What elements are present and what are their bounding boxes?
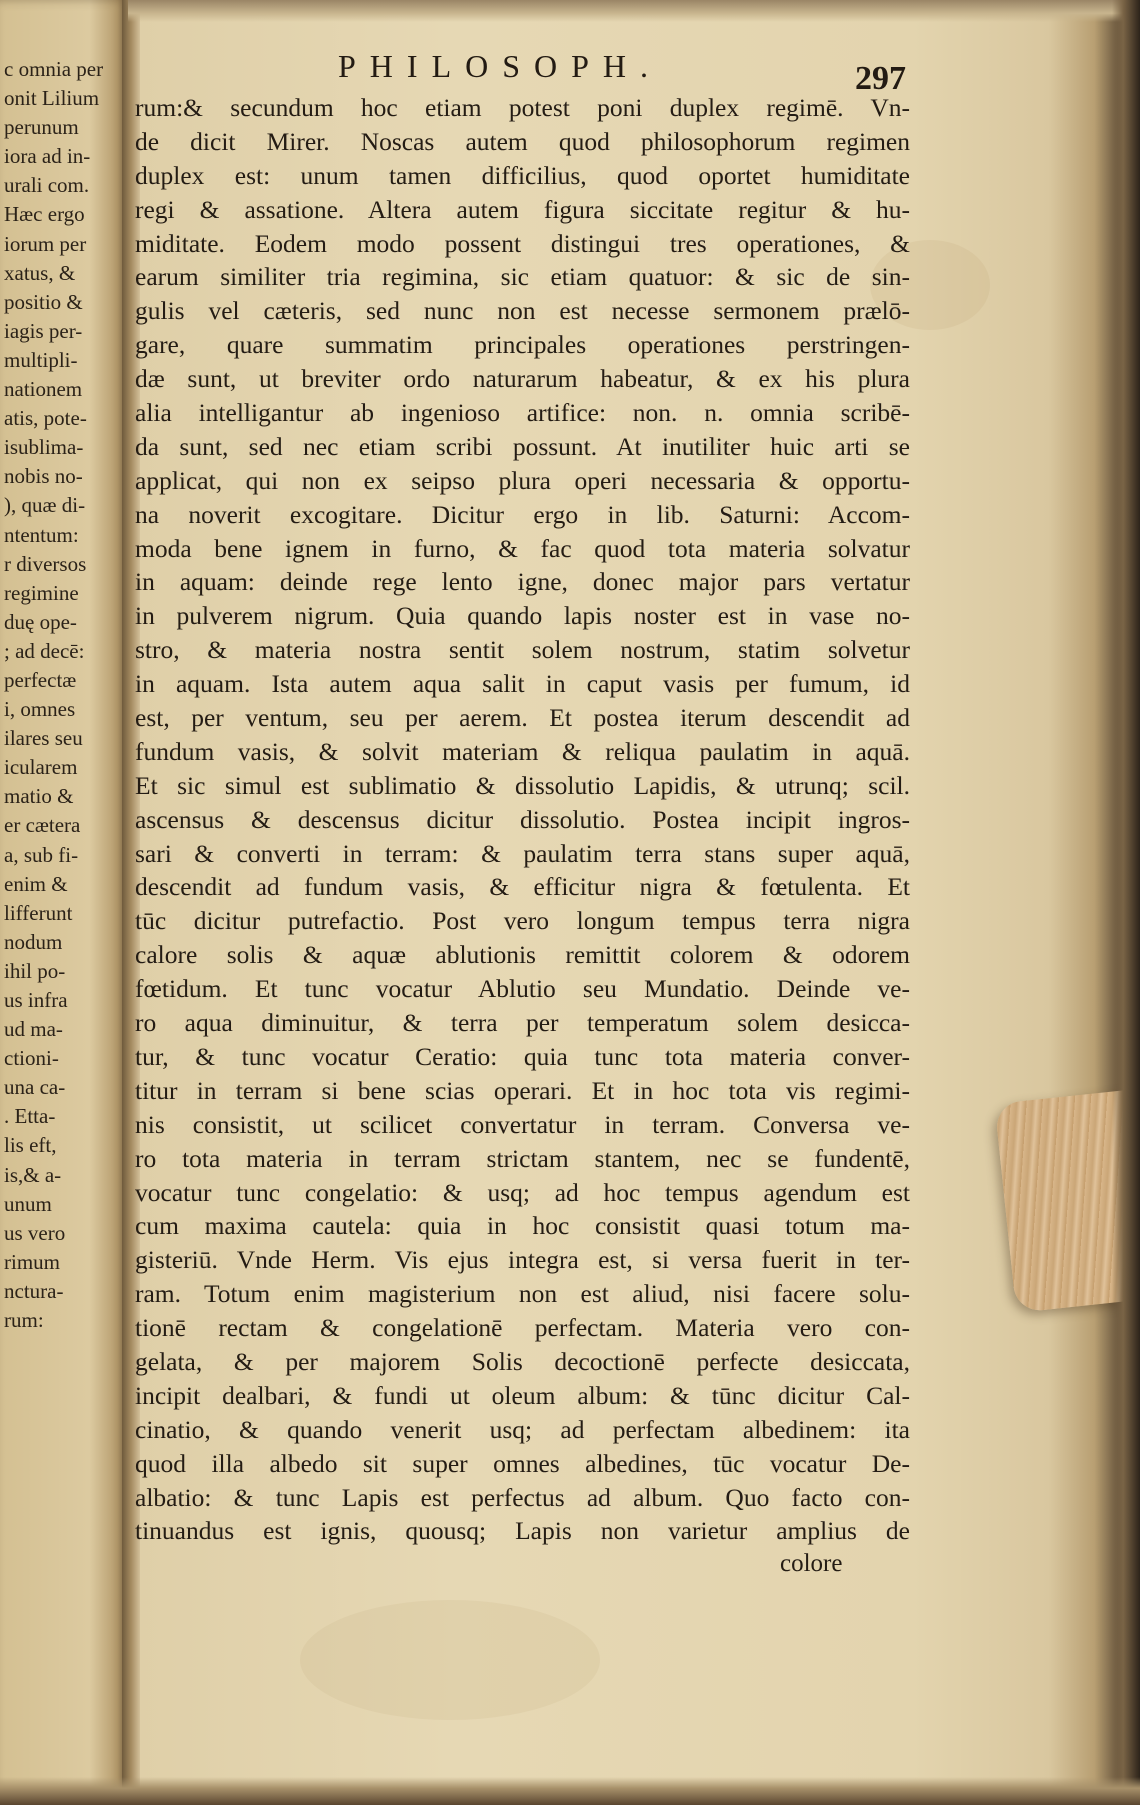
left-page-line: regimine bbox=[4, 580, 79, 605]
left-page-line: ihil po- bbox=[4, 958, 66, 983]
left-page-line: iagis per- bbox=[4, 318, 83, 343]
left-page-line: rum: bbox=[4, 1308, 44, 1333]
left-page-line: ctioni- bbox=[4, 1046, 59, 1071]
left-page-line: nationem bbox=[4, 377, 83, 402]
text-line: in aquam. Ista autem aqua salit in caput vasis per fumum, id bbox=[135, 669, 910, 699]
left-page-text bbox=[4, 55, 122, 1335]
left-page-line: enim & bbox=[4, 871, 68, 896]
running-title: PHILOSOPH. bbox=[338, 48, 663, 84]
left-page-line: . Etta- bbox=[4, 1104, 56, 1129]
left-page-line: urali com. bbox=[4, 173, 90, 198]
text-line: nis consistit, ut scilicet convertatur in terram. Conversa ve- bbox=[135, 1109, 910, 1139]
left-page-line: matio & bbox=[4, 784, 74, 809]
text-line: da sunt, sed nec etiam scribi possunt. At inutiliter huic arti se bbox=[135, 431, 910, 461]
text-line: regi & assatione. Altera autem figura siccitate regitur & hu- bbox=[135, 194, 910, 224]
text-line: dæ sunt, ut breviter ordo naturarum habeatur, & ex his plura bbox=[135, 364, 910, 394]
left-page-line: a, sub fi- bbox=[4, 842, 79, 867]
text-line: titur in terram si bene scias operari. Et in hoc tota vis regimi- bbox=[135, 1075, 910, 1105]
top-edge bbox=[128, 0, 1140, 22]
text-line: calore solis & aquæ ablutionis remittit colorem & odorem bbox=[135, 940, 910, 970]
text-line: Et sic simul est sublimatio & dissolutio Lapidis, & utrunq; scil. bbox=[135, 770, 910, 800]
left-page-line: isublima- bbox=[4, 435, 84, 460]
text-line: sari & converti in terram: & paulatim terra stans super aquā, bbox=[135, 838, 910, 868]
left-page-line: is,& a- bbox=[4, 1162, 62, 1187]
text-line: tionē rectam & congelationē perfectam. Materia vero con- bbox=[135, 1313, 910, 1343]
text-line: vocatur tunc congelatio: & usq; ad hoc tempus agendum est bbox=[135, 1177, 910, 1207]
left-page-line: positio & bbox=[4, 289, 83, 314]
text-line: cinatio, & quando venerit usq; ad perfectam albedinem: ita bbox=[135, 1414, 910, 1444]
left-page-line: lifferunt bbox=[4, 900, 73, 925]
text-line: ro aqua diminuitur, & terra per temperatum solem desicca- bbox=[135, 1008, 910, 1038]
left-page-line: icularem bbox=[4, 755, 78, 780]
text-line: descendit ad fundum vasis, & efficitur nigra & fœtulenta. Et bbox=[135, 872, 910, 902]
left-page-line: us vero bbox=[4, 1220, 66, 1245]
body-text bbox=[135, 91, 910, 1548]
left-page-line: r diversos bbox=[4, 551, 87, 576]
left-page-line: i, omnes bbox=[4, 697, 76, 722]
text-line: stro, & materia nostra sentit solem nostrum, statim solvetur bbox=[135, 635, 910, 665]
left-page-line: lis eft, bbox=[4, 1133, 57, 1158]
text-line: gare, quare summatim principales operationes perstringen- bbox=[135, 330, 910, 360]
left-page-line: nobis no- bbox=[4, 464, 83, 489]
left-page-line: iorum per bbox=[4, 231, 87, 256]
left-page-line: ), quæ di- bbox=[4, 493, 86, 518]
left-page bbox=[0, 0, 128, 1805]
left-page-line: Hæc ergo bbox=[4, 202, 85, 227]
text-line: tur, & tunc vocatur Ceratio: quia tunc tota materia conver- bbox=[135, 1041, 910, 1071]
left-page-line: xatus, & bbox=[4, 260, 76, 285]
text-line: gulis vel cæteris, sed nunc non est necesse sermonem prælō- bbox=[135, 296, 910, 326]
text-line: incipit dealbari, & fundi ut oleum album: & tūnc dicitur Cal- bbox=[135, 1380, 910, 1410]
left-page-line: perunum bbox=[4, 115, 79, 140]
text-line: quod illa albedo sit super omnes albedines, tūc vocatur De- bbox=[135, 1448, 910, 1478]
text-line: duplex est: unum tamen difficilius, quod oportet humiditate bbox=[135, 160, 910, 190]
left-page-line: onit Lilium bbox=[4, 86, 100, 111]
text-line: moda bene ignem in furno, & fac quod tota materia solvatur bbox=[135, 533, 910, 563]
left-page-line: er cætera bbox=[4, 813, 81, 838]
text-line: na noverit excogitare. Dicitur ergo in lib. Saturni: Accom- bbox=[135, 499, 910, 529]
text-line: ro tota materia in terram strictam stantem, nec se fundentē, bbox=[135, 1143, 910, 1173]
left-page-line: ntentum: bbox=[4, 522, 79, 547]
left-page-line: rimum bbox=[4, 1249, 60, 1274]
text-line: miditate. Eodem modo possent distingui tres operationes, & bbox=[135, 228, 910, 258]
left-page-line: nodum bbox=[4, 929, 63, 954]
text-line: tinuandus est ignis, quousq; Lapis non varietur amplius de bbox=[135, 1516, 910, 1546]
text-line: ram. Totum enim magisterium non est aliud, nisi facere solu- bbox=[135, 1279, 910, 1309]
left-page-line: c omnia per bbox=[4, 57, 104, 81]
left-page-line: ilares seu bbox=[4, 726, 83, 751]
catchword: colore bbox=[780, 1550, 843, 1577]
bottom-edge bbox=[0, 1777, 1140, 1805]
text-line: gisteriū. Vnde Herm. Vis ejus integra est, si versa fuerit in ter- bbox=[135, 1245, 910, 1275]
text-line: albatio: & tunc Lapis est perfectus ad album. Quo facto con- bbox=[135, 1482, 910, 1512]
text-line: de dicit Mirer. Noscas autem quod philosophorum regimen bbox=[135, 126, 910, 156]
left-page-line: unum bbox=[4, 1191, 52, 1216]
left-page-line: nctura- bbox=[4, 1278, 64, 1303]
text-line: gelata, & per majorem Solis decoctionē perfecte desiccata, bbox=[135, 1346, 910, 1376]
text-line: cum maxima cautela: quia in hoc consistit quasi totum ma- bbox=[135, 1211, 910, 1241]
text-line: est, per ventum, seu per aerem. Et postea iterum descendit ad bbox=[135, 703, 910, 733]
paper-stain bbox=[300, 1600, 600, 1720]
left-page-line: iora ad in- bbox=[4, 144, 91, 169]
left-page-line: ud ma- bbox=[4, 1017, 63, 1042]
left-page-line: ; ad decē: bbox=[4, 638, 85, 663]
left-page-line: una ca- bbox=[4, 1075, 66, 1100]
left-page-line: multipli- bbox=[4, 347, 78, 372]
text-line: fœtidum. Et tunc vocatur Ablutio seu Mundatio. Deinde ve- bbox=[135, 974, 910, 1004]
text-line: ascensus & descensus dicitur dissolutio. Postea incipit ingros- bbox=[135, 804, 910, 834]
text-line: alia intelligantur ab ingenioso artifice: non. n. omnia scribē- bbox=[135, 398, 910, 428]
text-line: rum:& secundum hoc etiam potest poni duplex regimē. Vn- bbox=[135, 93, 910, 122]
right-edge bbox=[1112, 0, 1140, 1805]
left-page-line: duę ope- bbox=[4, 609, 77, 634]
page-number: 297 bbox=[855, 60, 906, 97]
left-page-line: perfectæ bbox=[4, 667, 77, 692]
text-line: in aquam: deinde rege lento igne, donec major pars vertatur bbox=[135, 567, 910, 597]
text-line: in pulverem nigrum. Quia quando lapis noster est in vase no- bbox=[135, 601, 910, 631]
text-line: earum similiter tria regimina, sic etiam quatuor: & sic de sin- bbox=[135, 262, 910, 292]
text-line: tūc dicitur putrefactio. Post vero longum tempus terra nigra bbox=[135, 906, 910, 936]
text-line: applicat, qui non ex seipso plura operi necessaria & opportu- bbox=[135, 465, 910, 495]
left-page-line: atis, pote- bbox=[4, 406, 87, 431]
text-line: fundum vasis, & solvit materiam & reliqua paulatim in aquā. bbox=[135, 736, 910, 766]
left-page-line: us infra bbox=[4, 988, 68, 1012]
